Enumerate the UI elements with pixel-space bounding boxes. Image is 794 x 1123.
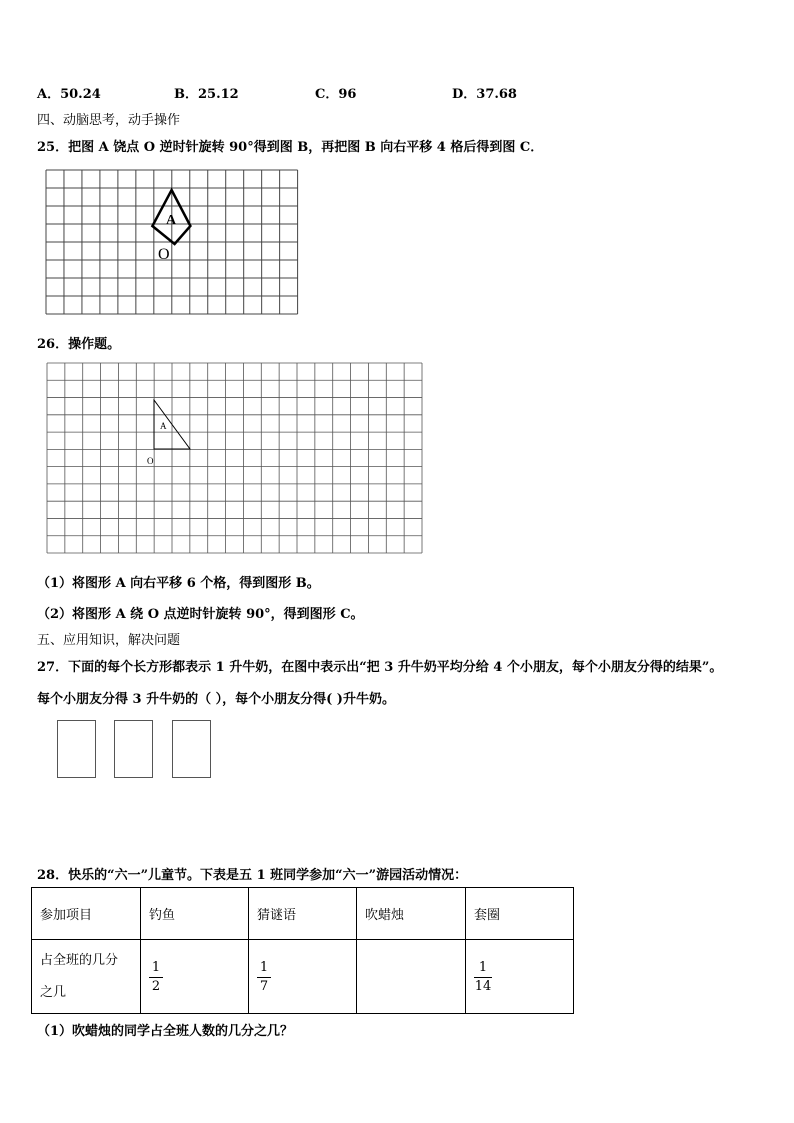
question-26-title: 26．操作题。 bbox=[37, 337, 121, 352]
header-cell: 钓鱼 bbox=[141, 888, 249, 940]
option-c: C．96 bbox=[315, 87, 357, 102]
milk-rectangle-3[interactable] bbox=[172, 720, 211, 778]
point-o-label: O bbox=[147, 456, 154, 466]
question-26-sub-2: （2）将图形 A 绕 O 点逆时针旋转 90°，得到图形 C。 bbox=[37, 607, 364, 622]
denominator: 7 bbox=[259, 978, 269, 994]
question-27-blank-line: 每个小朋友分得 3 升牛奶的（ ），每个小朋友分得( )升牛奶。 bbox=[37, 692, 395, 707]
milk-rectangle-1[interactable] bbox=[57, 720, 96, 778]
shape-a-label: A bbox=[166, 213, 177, 228]
header-cell: 套圈 bbox=[466, 888, 574, 940]
numerator: 1 bbox=[151, 959, 161, 975]
header-cell: 参加项目 bbox=[32, 888, 141, 940]
question-25-text: 25．把图 A 饶点 O 逆时针旋转 90°得到图 B，再把图 B 向右平移 4 格后得到图 C． bbox=[37, 140, 544, 155]
table-header-row bbox=[32, 888, 574, 940]
triangle-a-label: A bbox=[160, 421, 167, 431]
point-o-label: O bbox=[158, 246, 170, 263]
question-26-sub-1: （1）将图形 A 向右平移 6 个格，得到图形 B。 bbox=[37, 576, 320, 591]
denominator: 2 bbox=[151, 978, 161, 994]
header-cell: 猜谜语 bbox=[249, 888, 357, 940]
fraction-cell-fishing bbox=[141, 940, 249, 1014]
fraction-cell-riddles bbox=[249, 940, 357, 1014]
question-27-text: 27．下面的每个长方形都表示 1 升牛奶，在图中表示出“把 3 升牛奶平均分给 4 个小朋友，每个小朋友分得的结果”。 bbox=[37, 660, 723, 675]
row-label-line-2: 之几 bbox=[40, 984, 67, 1000]
question-26-grid bbox=[47, 363, 423, 554]
question-28-sub-1: （1）吹蜡烛的同学占全班人数的几分之几？ bbox=[37, 1024, 294, 1039]
activity-table bbox=[31, 887, 574, 1014]
row-label-line-1: 占全班的几分 bbox=[40, 952, 119, 968]
row-label-cell bbox=[32, 940, 141, 1014]
table-row bbox=[32, 940, 574, 1014]
fraction bbox=[149, 961, 163, 994]
numerator: 1 bbox=[259, 959, 269, 975]
option-a: A．50.24 bbox=[37, 87, 101, 102]
milk-rectangle-2[interactable] bbox=[114, 720, 153, 778]
section-5-title: 五、应用知识，解决问题 bbox=[37, 633, 181, 648]
header-cell: 吹蜡烛 bbox=[357, 888, 466, 940]
question-28-text: 28．快乐的“六一”儿童节。下表是五 1 班同学参加“六一”游园活动情况： bbox=[37, 868, 468, 883]
fraction-cell-ring-toss bbox=[466, 940, 574, 1014]
fraction bbox=[474, 961, 492, 994]
option-b: B．25.12 bbox=[174, 87, 239, 102]
option-d: D．37.68 bbox=[452, 87, 517, 102]
section-4-title: 四、动脑思考，动手操作 bbox=[37, 113, 181, 128]
fraction bbox=[257, 961, 271, 994]
fraction-cell-candles-empty[interactable] bbox=[357, 940, 466, 1014]
denominator: 14 bbox=[474, 978, 492, 994]
question-25-grid bbox=[46, 170, 300, 316]
numerator: 1 bbox=[478, 959, 488, 975]
